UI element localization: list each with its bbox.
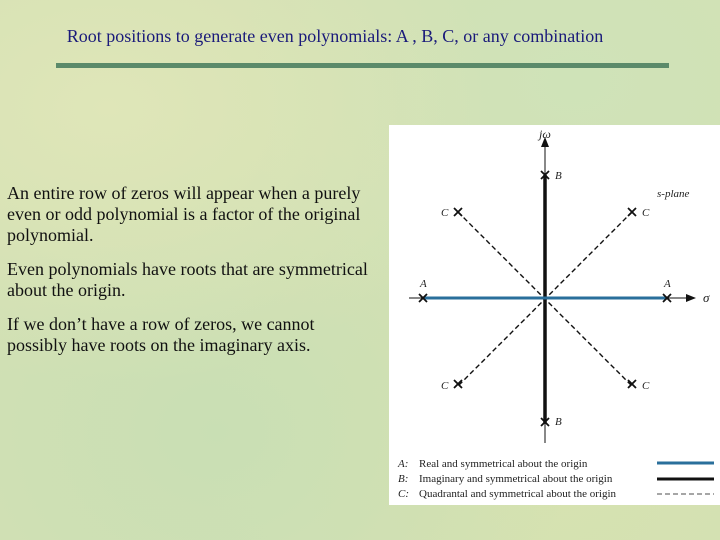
root-label-c-upper-right: C <box>642 207 650 219</box>
legend-text-b: Imaginary and symmetrical about the origin <box>419 473 613 485</box>
root-label-b-bottom: B <box>555 416 562 428</box>
real-axis-arrowhead <box>686 294 696 302</box>
root-label-a-left: A <box>420 278 427 290</box>
legend-text-c: Quadrantal and symmetrical about the origin <box>419 488 617 500</box>
s-plane-figure <box>389 125 720 505</box>
root-marker-c-upper-left <box>454 208 462 216</box>
root-label-c-lower-left: C <box>441 380 449 392</box>
root-label-b-top: B <box>555 170 562 182</box>
root-label-a-right: A <box>664 278 671 290</box>
body-text <box>7 183 377 369</box>
slide-title: Root positions to generate even polynomials: A , B, C, or any combination <box>66 26 604 46</box>
paragraph-even-polynomials: Even polynomials have roots that are symmetrical about the origin. <box>7 259 368 300</box>
root-label-c-upper-left: C <box>441 207 449 219</box>
root-marker-c-upper-right <box>628 208 636 216</box>
title-underline <box>56 63 669 68</box>
legend-key-c: C: <box>398 488 409 500</box>
real-axis-label: σ <box>703 290 710 305</box>
paragraph-row-of-zeros: An entire row of zeros will appear when a purely even or odd polynomial is a factor of the original polynomial. <box>7 183 361 245</box>
legend-text-a: Real and symmetrical about the origin <box>419 458 588 470</box>
s-plane-label: s-plane <box>657 188 690 200</box>
paragraph-imaginary-axis: If we don’t have a row of zeros, we cannot possibly have roots on the imaginary axis. <box>7 314 315 355</box>
legend <box>397 458 714 500</box>
legend-key-b: B: <box>398 473 409 485</box>
legend-key-a: A: <box>398 458 409 470</box>
root-label-c-lower-right: C <box>642 380 650 392</box>
s-plane-diagram <box>389 125 720 505</box>
imaginary-axis-label: jω <box>539 127 551 141</box>
